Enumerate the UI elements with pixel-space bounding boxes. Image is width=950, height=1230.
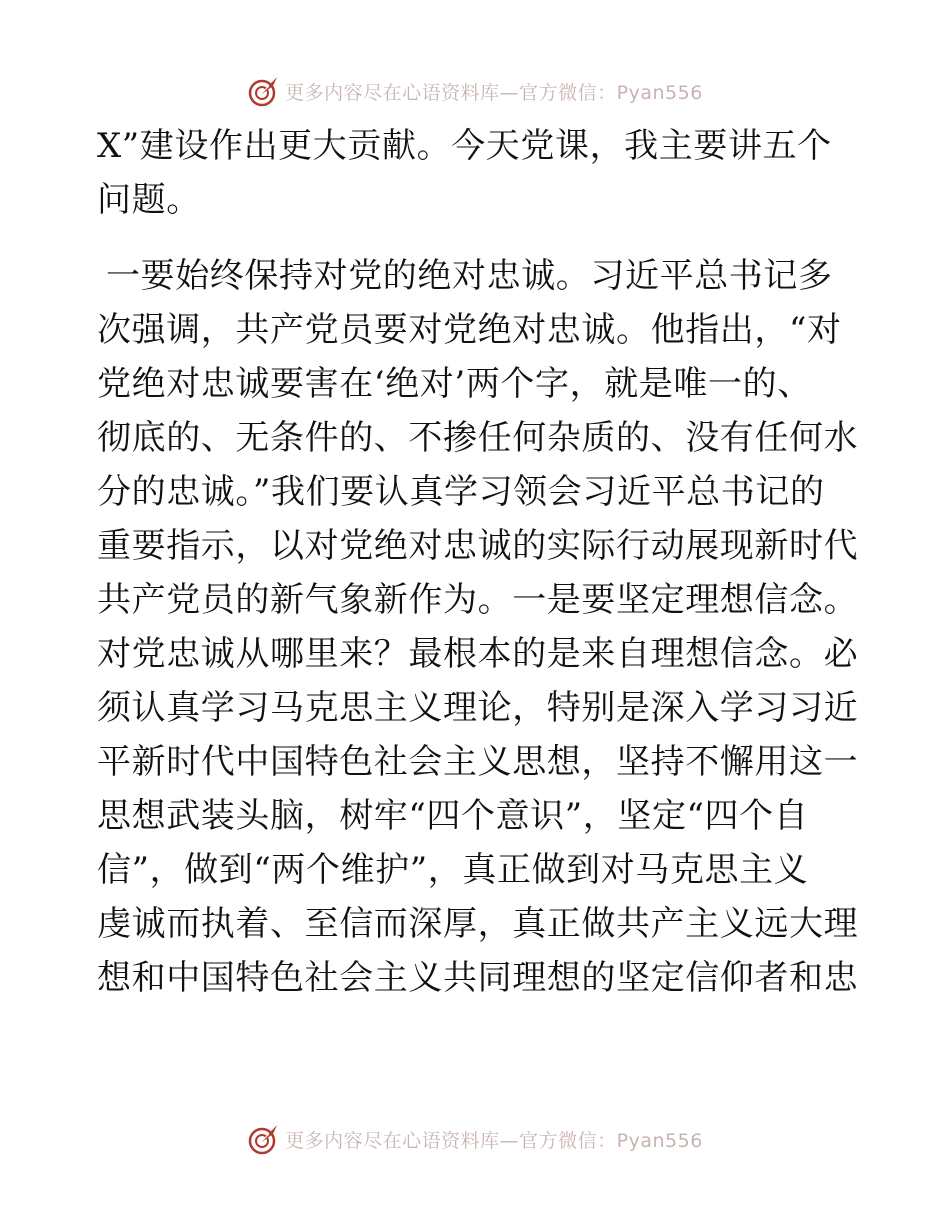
- text-line: 想和中国特色社会主义共同理想的坚定信仰者和忠: [97, 958, 859, 998]
- paragraph-1: [97, 119, 857, 227]
- quill-logo-icon: [247, 74, 281, 108]
- text-line: 信”，做到“两个维护”，真正做到对马克思主义: [97, 850, 809, 890]
- footer-watermark: [0, 1119, 950, 1159]
- watermark-text: 更多内容尽在心语资料库—官方微信：Pyan556: [285, 81, 703, 104]
- header-watermark: [0, 71, 950, 111]
- text-line: 对党忠诚从哪里来？最根本的是来自理想信念。必: [97, 634, 859, 674]
- paragraph-spacer: [97, 227, 857, 249]
- text-line: 平新时代中国特色社会主义思想，坚持不懈用这一: [97, 742, 859, 782]
- text-line: 一要始终保持对党的绝对忠诚。习近平总书记多: [106, 256, 833, 296]
- quill-logo-icon: [247, 1122, 281, 1156]
- document-body: [97, 119, 857, 1005]
- text-line: 重要指示，以对党绝对忠诚的实际行动展现新时代: [97, 526, 859, 566]
- text-line: 次强调，共产党员要对党绝对忠诚。他指出，“对: [97, 310, 842, 350]
- paragraph-2: [97, 249, 857, 1005]
- text-line: 分的忠诚。”我们要认真学习领会习近平总书记的: [97, 472, 825, 512]
- text-line: 思想武装头脑，树牢“四个意识”，坚定“四个自: [97, 796, 809, 836]
- text-line: 问题。: [97, 180, 201, 220]
- text-line: 须认真学习马克思主义理论，特别是深入学习习近: [97, 688, 859, 728]
- text-line: X”建设作出更大贡献。今天党课，我主要讲五个: [97, 126, 832, 166]
- watermark-text: 更多内容尽在心语资料库—官方微信：Pyan556: [285, 1129, 703, 1152]
- text-line: 党绝对忠诚要害在‘绝对’两个字，就是唯一的、: [97, 364, 812, 404]
- text-line: 虔诚而执着、至信而深厚，真正做共产主义远大理: [97, 904, 859, 944]
- text-line: 彻底的、无条件的、不掺任何杂质的、没有任何水: [97, 418, 859, 458]
- text-line: 共产党员的新气象新作为。一是要坚定理想信念。: [97, 580, 859, 620]
